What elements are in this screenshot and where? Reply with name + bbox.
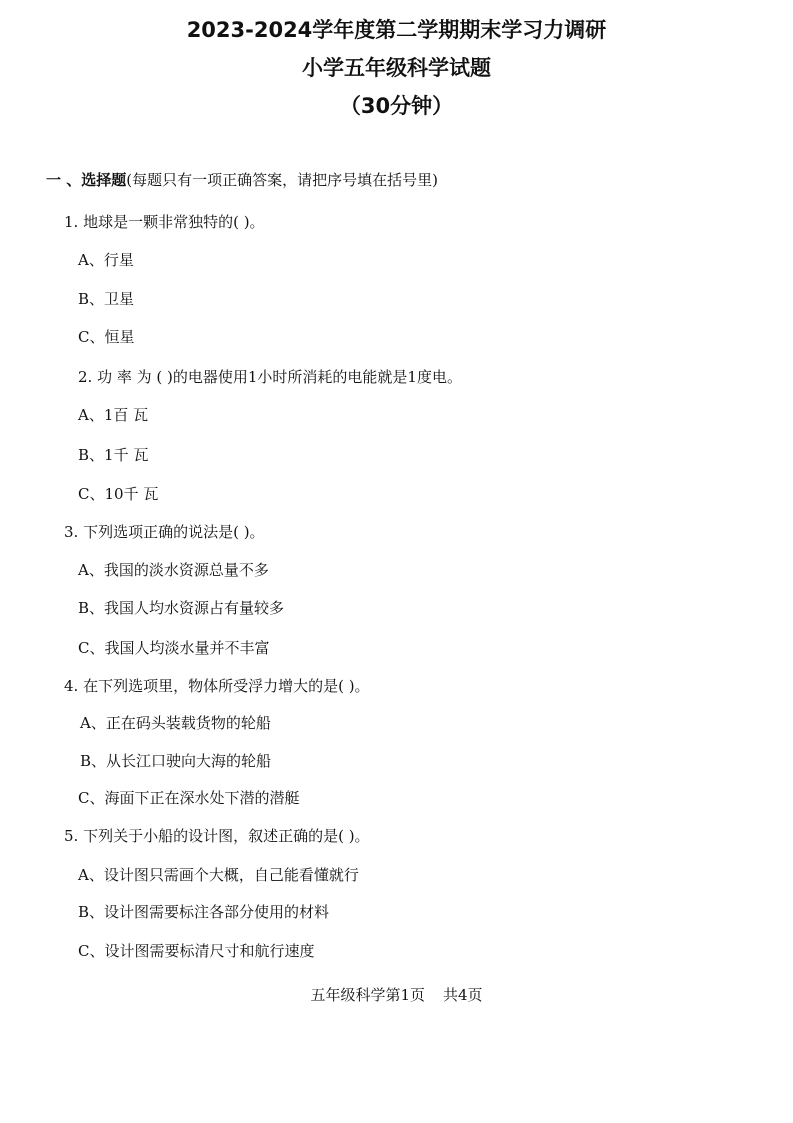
question-option: B、设计图需要标注各部分使用的材料 xyxy=(78,903,330,921)
question-option: C、恒星 xyxy=(78,328,135,346)
question-option: A、我国的淡水资源总量不多 xyxy=(78,561,269,579)
question-stem: 3. 下列选项正确的说法是( )。 xyxy=(64,523,265,541)
question-option: C、我国人均淡水量并不丰富 xyxy=(78,639,270,657)
section-instruction: (每题只有一项正确答案，请把序号填在括号里) xyxy=(126,171,438,189)
page-number: 五年级科学第1页 xyxy=(310,986,425,1004)
question-option: A、正在码头装载货物的轮船 xyxy=(80,714,271,732)
exam-title-line2: 小学五年级科学试题 xyxy=(302,56,491,80)
question-option: A、1百 瓦 xyxy=(78,406,149,424)
page-total: 共4页 xyxy=(443,986,483,1004)
question-option: B、从长江口驶向大海的轮船 xyxy=(80,752,272,770)
question-option: A、设计图只需画个大概，自己能看懂就行 xyxy=(78,866,359,884)
page-footer xyxy=(0,984,793,1005)
question-stem: 1. 地球是一颗非常独特的( )。 xyxy=(64,213,265,231)
question-option: B、1千 瓦 xyxy=(78,446,149,464)
question-option: C、10千 瓦 xyxy=(78,485,159,503)
question-option: A、行星 xyxy=(78,251,134,269)
section-heading xyxy=(46,169,438,190)
question-stem: 4. 在下列选项里，物体所受浮力增大的是( )。 xyxy=(64,677,370,695)
exam-duration: （30分钟） xyxy=(339,94,454,118)
section-title: 一 、选择题 xyxy=(46,171,127,189)
exam-title-line1: 2023-2024学年度第二学期期末学习力调研 xyxy=(186,18,607,42)
question-option: C、设计图需要标清尺寸和航行速度 xyxy=(78,942,315,960)
question-option: C、海面下正在深水处下潜的潜艇 xyxy=(78,789,300,807)
question-option: B、卫星 xyxy=(78,290,135,308)
question-stem: 2. 功 率 为 ( )的电器使用1小时所消耗的电能就是1度电。 xyxy=(78,368,462,386)
question-option: B、我国人均水资源占有量较多 xyxy=(78,599,285,617)
question-stem: 5. 下列关于小船的设计图，叙述正确的是( )。 xyxy=(64,827,370,845)
